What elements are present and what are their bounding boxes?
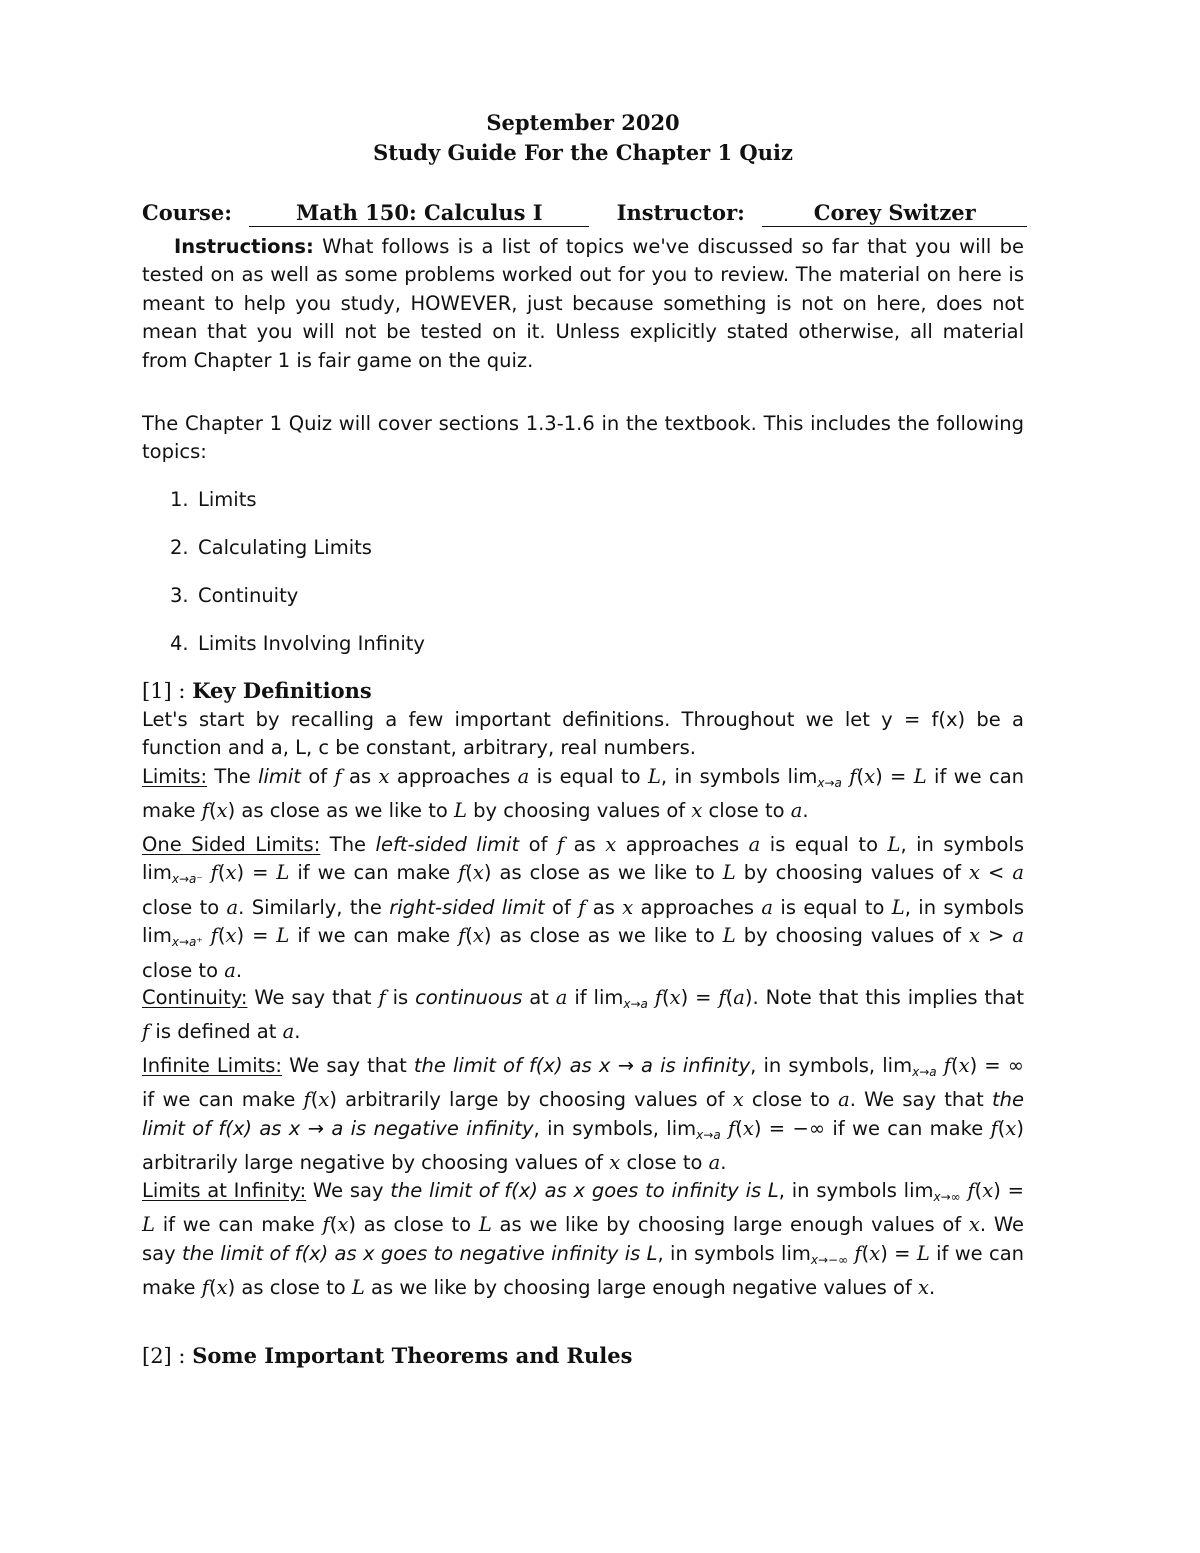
document-title: Study Guide For the Chapter 1 Quiz (373, 140, 793, 165)
list-item: 1. Limits (170, 488, 257, 511)
course-label: Course: (142, 200, 232, 225)
instructor-value: Corey Switzer (762, 200, 1027, 227)
def-term: Infinite Limits: (142, 1054, 283, 1077)
document-date: September 2020 (486, 110, 680, 135)
section-1-intro: Let's start by recalling a few important definitions. Throughout we let y = f(x) be a function and a, L, c be constant, arbitrary, real numbers. (142, 708, 1024, 760)
def-term: Limits: (142, 765, 208, 788)
def-limits-at-infinity: Limits at Infinity: We say the limit of f(x) as x goes to infinity is L, in symbols $\lim_{x\to\infty} f(x) = L$ if we can make f(x) as close to L as we like by choosing large enough values of x. We say the limit of f(x) as x goes to negative infinity is L, in symbols $\lim_{x\to-\infty} f(x) = L$ if we can make f(x) as close to L as we like by choosing large enough negative values of x. (142, 1179, 1025, 1300)
instructions-text: What follows is a list of topics we've discussed so far that you will be tested on as well as some problems worked out for you to review. The material on here is meant to help you study, HOWEVER, just because something is not on here, does not mean that you will not be tested on it. Unless explicitly stated otherwise, all material from Chapter 1 is fair game on the quiz. (142, 235, 1024, 372)
instructions-lead: Instructions: (174, 235, 314, 258)
list-item: 3. Continuity (170, 584, 299, 607)
list-item: 2. Calculating Limits (170, 536, 372, 559)
coverage-paragraph: The Chapter 1 Quiz will cover sections 1.3-1.6 in the textbook. This includes the following topics: (142, 412, 1024, 464)
def-one-sided: One Sided Limits: The left-sided limit of f as x approaches a is equal to L, in symbols $\lim_{x\to a^-} f(x) = L$ if we can make f(x) as close as we like to L by choosing values of x < a close to a. Similarly, the right-sided limit of f as x approaches a is equal to L, in symbols $\lim_{x\to a^+} f(x) = L$ if we can make f(x) as close as we like to L by choosing values of x > a close to a. (142, 833, 1025, 982)
instructions-paragraph (142, 233, 1024, 375)
def-infinite-limits: Infinite Limits: We say that the limit of f(x) as x → a is infinity, in symbols, $\lim_{x\to a} f(x)$ = ∞ if we can make f(x) arbitrarily large by choosing values of x close to a. We say that the limit of f(x) as x → a is negative infinity, in symbols, $\lim_{x\to a} f(x)$ = −∞ if we can make f(x) arbitrarily large negative by choosing values of x close to a. (142, 1054, 1025, 1175)
def-term: One Sided Limits: (142, 833, 321, 856)
def-limits: Limits: The limit of f as x approaches a is equal to L, in symbols $\lim_{x\to a} f(x) = L$ if we can make f(x) as close as we like to L by choosing values of x close to a. (142, 765, 1025, 823)
def-term: Limits at Infinity: (142, 1179, 307, 1202)
def-term: Continuity: (142, 986, 248, 1009)
course-instructor-line (142, 200, 1024, 227)
list-item: 4. Limits Involving Infinity (170, 632, 425, 655)
def-continuity: Continuity: We say that f is continuous at a if $\lim_{x\to a} f(x) = f(a)$. Note that this implies that f is defined at a. (142, 986, 1025, 1044)
course-value: Math 150: Calculus I (249, 200, 589, 227)
instructor-label: Instructor: (616, 200, 745, 225)
topics-list (170, 486, 425, 678)
section-2-heading: [2] : Some Important Theorems and Rules (142, 1343, 633, 1368)
section-1-heading: [1] : Key Definitions (142, 678, 372, 703)
